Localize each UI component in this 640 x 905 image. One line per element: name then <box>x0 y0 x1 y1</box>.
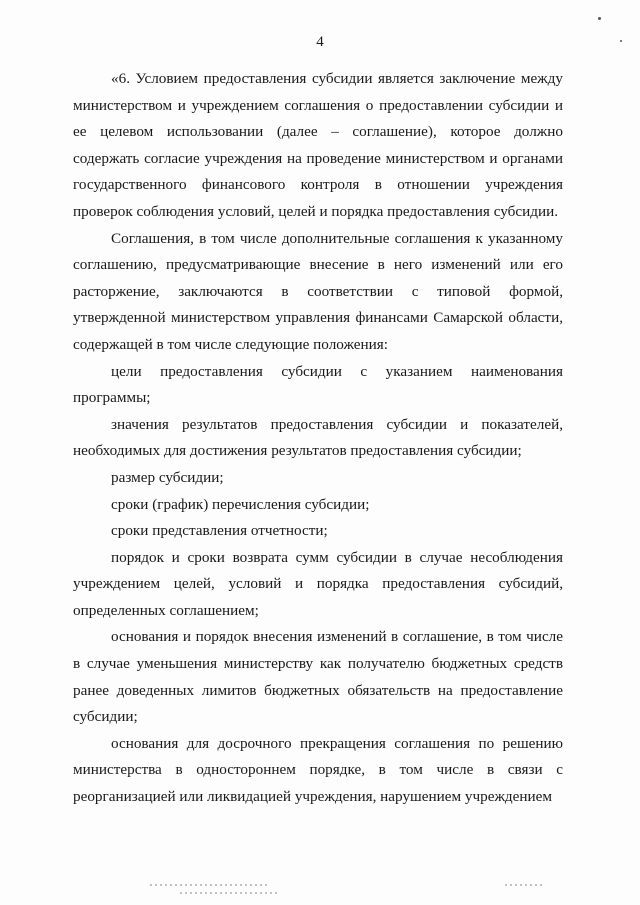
scan-speck <box>598 17 601 20</box>
scan-footer-noise <box>180 892 280 894</box>
document-body <box>73 66 563 811</box>
page-number: 4 <box>316 34 324 50</box>
paragraph-refund: порядок и сроки возврата сумм субсидии в случае несоблюдения учреждением целей, условий и порядка предоставления субсидий, определенных соглашением; <box>73 548 563 619</box>
paragraph-results: значения результатов предоставления субсидии и показателей, необходимых для достижения результатов предоставления субсидии; <box>73 415 563 460</box>
paragraph-schedule: сроки (график) перечисления субсидии; <box>111 495 370 513</box>
paragraph-goals: цели предоставления субсидии с указанием наименования программы; <box>73 362 563 407</box>
paragraph-reporting: сроки представления отчетности; <box>111 522 328 540</box>
scan-footer-noise <box>505 884 545 886</box>
scan-footer-noise <box>150 884 270 886</box>
paragraph-amount: размер субсидии; <box>111 468 224 486</box>
paragraph-agreements: Соглашения, в том числе дополнительные соглашения к указанному соглашению, предусматривающие внесение в него изменений или его расторжение, заключаются в соответствии с типовой формой, утвержденной министерством управления финансами Самарской области, содержащей в том числе следующие положения: <box>73 229 563 353</box>
scan-speck <box>620 40 622 42</box>
paragraph-amendments: основания и порядок внесения изменений в соглашение, в том числе в случае уменьшения министерству как получателю бюджетных средств ранее доведенных лимитов бюджетных обязательств на предоставление субсидии; <box>73 628 563 726</box>
paragraph-termination: основания для досрочного прекращения соглашения по решению министерства в одностороннем порядке, в том числе в связи с реорганизацией или ликвидацией учреждения, нарушением учреждением <box>73 734 563 806</box>
paragraph-condition: «6. Условием предоставления субсидии является заключение между министерством и учреждением соглашения о предоставлении субсидии и ее целевом использовании (далее – соглашение), которое должно содержать согласие учреждения на проведение министерством и органами государственного финансового контроля в отношении учреждения проверок соблюдения условий, целей и порядка предоставления субсидии. <box>73 70 563 220</box>
